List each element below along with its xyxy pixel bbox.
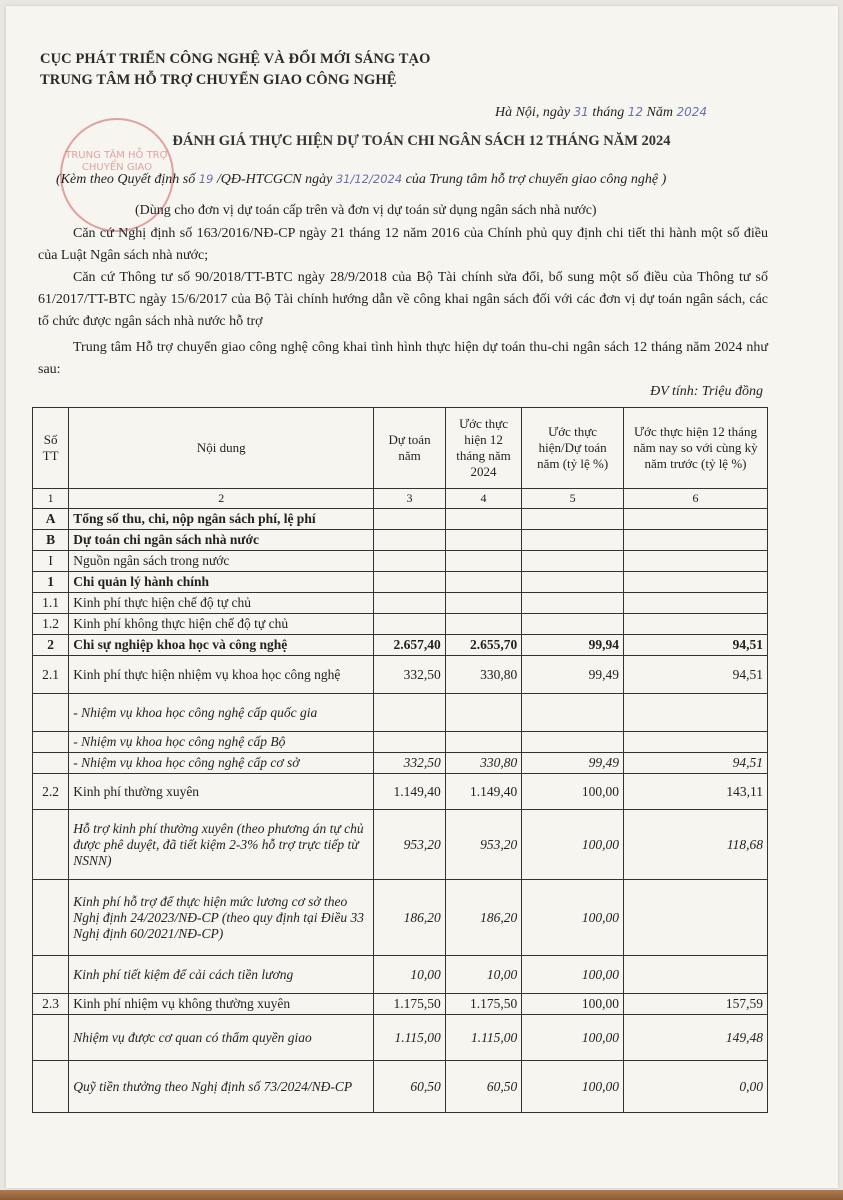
row-content: Kinh phí thực hiện nhiệm vụ khoa học công nghệ bbox=[69, 656, 374, 694]
col-num-2: 2 bbox=[69, 489, 374, 509]
row-estimate bbox=[445, 551, 522, 572]
row-budget bbox=[374, 593, 445, 614]
row-yoy bbox=[623, 593, 767, 614]
row-stt bbox=[33, 956, 69, 994]
date-month-label: tháng bbox=[592, 105, 625, 120]
row-budget: 1.175,50 bbox=[374, 994, 445, 1015]
row-ratio: 100,00 bbox=[522, 774, 624, 810]
row-yoy bbox=[623, 530, 767, 551]
col-num-3: 3 bbox=[374, 489, 445, 509]
row-content: Hỗ trợ kinh phí thường xuyên (theo phương án tự chủ được phê duyệt, đã tiết kiệm 2-3% hỗ trợ trực tiếp từ NSNN) bbox=[69, 810, 374, 880]
row-yoy: 94,51 bbox=[623, 656, 767, 694]
row-stt: 1.1 bbox=[33, 593, 69, 614]
row-ratio bbox=[522, 551, 624, 572]
row-stt bbox=[33, 694, 69, 732]
row-budget bbox=[374, 732, 445, 753]
row-content: Kinh phí thường xuyên bbox=[69, 774, 374, 810]
row-yoy: 157,59 bbox=[623, 994, 767, 1015]
row-estimate: 953,20 bbox=[445, 810, 522, 880]
row-budget bbox=[374, 614, 445, 635]
col-num-5: 5 bbox=[522, 489, 624, 509]
col-num-6: 6 bbox=[623, 489, 767, 509]
row-stt bbox=[33, 810, 69, 880]
row-stt bbox=[33, 880, 69, 956]
row-estimate: 1.175,50 bbox=[445, 994, 522, 1015]
table-row bbox=[33, 732, 768, 753]
row-budget: 1.149,40 bbox=[374, 774, 445, 810]
row-content: Nguồn ngân sách trong nước bbox=[69, 551, 374, 572]
row-yoy: 118,68 bbox=[623, 810, 767, 880]
decision-date: 31/12/2024 bbox=[335, 172, 403, 186]
row-estimate bbox=[445, 572, 522, 593]
page-bottom-edge bbox=[0, 1190, 843, 1200]
row-stt bbox=[33, 732, 69, 753]
row-budget bbox=[374, 572, 445, 593]
row-content: Chi sự nghiệp khoa học và công nghệ bbox=[69, 635, 374, 656]
row-stt: I bbox=[33, 551, 69, 572]
table-row bbox=[33, 551, 768, 572]
row-content: Kinh phí hỗ trợ để thực hiện mức lương cơ sở theo Nghị định 24/2023/NĐ-CP (theo quy định tại Điều 33 Nghị định 60/2021/NĐ-CP) bbox=[69, 880, 374, 956]
row-yoy bbox=[623, 572, 767, 593]
header-content: Nội dung bbox=[69, 408, 374, 489]
stamp-text: TRUNG TÂM HỖ TRỢ CHUYỂN GIAO bbox=[65, 150, 169, 173]
table-row bbox=[33, 880, 768, 956]
row-ratio: 99,94 bbox=[522, 635, 624, 656]
row-stt: B bbox=[33, 530, 69, 551]
table-row bbox=[33, 774, 768, 810]
row-estimate bbox=[445, 593, 522, 614]
row-estimate bbox=[445, 694, 522, 732]
header-estimate: Ước thực hiện 12 tháng năm 2024 bbox=[445, 408, 522, 489]
decision-suffix: của Trung tâm hỗ trợ chuyển giao công nghệ ) bbox=[405, 172, 667, 187]
row-content: Quỹ tiền thưởng theo Nghị định số 73/2024/NĐ-CP bbox=[69, 1061, 374, 1113]
row-estimate bbox=[445, 614, 522, 635]
row-ratio: 100,00 bbox=[522, 1061, 624, 1113]
column-number-row bbox=[33, 489, 768, 509]
row-yoy: 149,48 bbox=[623, 1015, 767, 1061]
row-content: - Nhiệm vụ khoa học công nghệ cấp Bộ bbox=[69, 732, 374, 753]
table-row bbox=[33, 614, 768, 635]
agency-line-2: TRUNG TÂM HỖ TRỢ CHUYỂN GIAO CÔNG NGHỆ bbox=[40, 72, 397, 88]
row-stt: 1 bbox=[33, 572, 69, 593]
row-estimate: 1.115,00 bbox=[445, 1015, 522, 1061]
table-row bbox=[33, 810, 768, 880]
row-stt: 2.3 bbox=[33, 994, 69, 1015]
table-row bbox=[33, 694, 768, 732]
col-num-4: 4 bbox=[445, 489, 522, 509]
date-prefix: Hà Nội, ngày bbox=[494, 105, 571, 120]
agency-line-1: CỤC PHÁT TRIỂN CÔNG NGHỆ VÀ ĐỔI MỚI SÁNG TẠO bbox=[40, 51, 431, 67]
header-yoy: Ước thực hiện 12 tháng năm nay so với cùng kỳ năm trước (tỷ lệ %) bbox=[623, 408, 767, 489]
decision-prefix: (Kèm theo Quyết định số bbox=[56, 172, 196, 187]
table-row bbox=[33, 1061, 768, 1113]
row-ratio: 99,49 bbox=[522, 656, 624, 694]
row-budget: 10,00 bbox=[374, 956, 445, 994]
row-ratio: 100,00 bbox=[522, 810, 624, 880]
row-stt bbox=[33, 1015, 69, 1061]
row-content: Kinh phí không thực hiện chế độ tự chủ bbox=[69, 614, 374, 635]
row-ratio bbox=[522, 572, 624, 593]
row-budget bbox=[374, 530, 445, 551]
table-row bbox=[33, 530, 768, 551]
table-row bbox=[33, 572, 768, 593]
row-yoy: 94,51 bbox=[623, 635, 767, 656]
row-estimate: 60,50 bbox=[445, 1061, 522, 1113]
row-ratio bbox=[522, 694, 624, 732]
row-estimate: 330,80 bbox=[445, 656, 522, 694]
row-yoy: 94,51 bbox=[623, 753, 767, 774]
row-ratio: 99,49 bbox=[522, 753, 624, 774]
row-ratio: 100,00 bbox=[522, 994, 624, 1015]
decision-mid: /QĐ-HTCGCN ngày bbox=[216, 172, 333, 187]
row-yoy bbox=[623, 509, 767, 530]
date-year: 2024 bbox=[676, 105, 707, 119]
table-row bbox=[33, 656, 768, 694]
header-budget: Dự toán năm bbox=[374, 408, 445, 489]
row-budget: 953,20 bbox=[374, 810, 445, 880]
table-row bbox=[33, 635, 768, 656]
row-content: Kinh phí nhiệm vụ không thường xuyên bbox=[69, 994, 374, 1015]
row-yoy bbox=[623, 732, 767, 753]
header-ratio: Ước thực hiện/Dự toán năm (tỷ lệ %) bbox=[522, 408, 624, 489]
row-yoy: 143,11 bbox=[623, 774, 767, 810]
table-header-row bbox=[33, 408, 768, 489]
date-day: 31 bbox=[573, 105, 589, 119]
row-estimate: 2.655,70 bbox=[445, 635, 522, 656]
budget-table bbox=[32, 407, 768, 1113]
dateline bbox=[495, 105, 707, 121]
table-row bbox=[33, 753, 768, 774]
row-estimate: 186,20 bbox=[445, 880, 522, 956]
document-title: ĐÁNH GIÁ THỰC HIỆN DỰ TOÁN CHI NGÂN SÁCH 12 THÁNG NĂM 2024 bbox=[172, 133, 671, 149]
date-month: 12 bbox=[627, 105, 643, 119]
row-content: Nhiệm vụ được cơ quan có thẩm quyền giao bbox=[69, 1015, 374, 1061]
date-year-label: Năm bbox=[646, 105, 673, 120]
row-content: Chi quản lý hành chính bbox=[69, 572, 374, 593]
row-content: Kinh phí tiết kiệm để cải cách tiền lương bbox=[69, 956, 374, 994]
intro-paragraph: Trung tâm Hỗ trợ chuyển giao công nghệ công khai tình hình thực hiện dự toán thu-chi ngân sách 12 tháng năm 2024 như sau: bbox=[38, 340, 768, 377]
row-estimate: 330,80 bbox=[445, 753, 522, 774]
row-stt: 2.2 bbox=[33, 774, 69, 810]
row-budget bbox=[374, 551, 445, 572]
row-budget bbox=[374, 509, 445, 530]
row-yoy bbox=[623, 614, 767, 635]
row-ratio bbox=[522, 614, 624, 635]
row-stt bbox=[33, 753, 69, 774]
row-ratio: 100,00 bbox=[522, 880, 624, 956]
row-budget: 60,50 bbox=[374, 1061, 445, 1113]
row-ratio bbox=[522, 509, 624, 530]
row-content: Kinh phí thực hiện chế độ tự chủ bbox=[69, 593, 374, 614]
row-budget: 186,20 bbox=[374, 880, 445, 956]
row-estimate bbox=[445, 732, 522, 753]
header-stt: Số TT bbox=[33, 408, 69, 489]
row-yoy bbox=[623, 956, 767, 994]
row-estimate bbox=[445, 530, 522, 551]
row-ratio: 100,00 bbox=[522, 956, 624, 994]
row-estimate: 10,00 bbox=[445, 956, 522, 994]
row-content: Dự toán chi ngân sách nhà nước bbox=[69, 530, 374, 551]
row-stt: A bbox=[33, 509, 69, 530]
row-ratio: 100,00 bbox=[522, 1015, 624, 1061]
legal-basis-2: Căn cứ Thông tư số 90/2018/TT-BTC ngày 28/9/2018 của Bộ Tài chính sửa đổi, bổ sung một số điều của Thông tư số 61/2017/TT-BTC ngày 15/6/2017 của Bộ Tài chính hướng dẫn về công khai ngân sách đối với các đơn vị dự toán ngân sách, các tổ chức được ngân sách nhà nước hỗ trợ bbox=[38, 270, 768, 329]
row-budget: 2.657,40 bbox=[374, 635, 445, 656]
row-stt bbox=[33, 1061, 69, 1113]
row-stt: 2 bbox=[33, 635, 69, 656]
col-num-1: 1 bbox=[33, 489, 69, 509]
row-budget bbox=[374, 694, 445, 732]
table-row bbox=[33, 509, 768, 530]
row-ratio bbox=[522, 593, 624, 614]
table-row bbox=[33, 1015, 768, 1061]
row-content: - Nhiệm vụ khoa học công nghệ cấp quốc gia bbox=[69, 694, 374, 732]
legal-basis-1: Căn cứ Nghị định số 163/2016/NĐ-CP ngày 21 tháng 12 năm 2016 của Chính phủ quy định chi tiết thi hành một số điều của Luật Ngân sách nhà nước; bbox=[38, 226, 768, 263]
row-budget: 332,50 bbox=[374, 753, 445, 774]
row-budget: 1.115,00 bbox=[374, 1015, 445, 1061]
row-ratio bbox=[522, 732, 624, 753]
decision-reference bbox=[56, 172, 666, 188]
row-estimate: 1.149,40 bbox=[445, 774, 522, 810]
decision-number: 19 bbox=[198, 172, 214, 186]
scope-note: (Dùng cho đơn vị dự toán cấp trên và đơn vị dự toán sử dụng ngân sách nhà nước) bbox=[135, 203, 597, 218]
row-stt: 2.1 bbox=[33, 656, 69, 694]
row-yoy: 0,00 bbox=[623, 1061, 767, 1113]
table-row bbox=[33, 994, 768, 1015]
row-yoy bbox=[623, 694, 767, 732]
row-stt: 1.2 bbox=[33, 614, 69, 635]
row-yoy bbox=[623, 551, 767, 572]
row-yoy bbox=[623, 880, 767, 956]
table-row bbox=[33, 956, 768, 994]
row-estimate bbox=[445, 509, 522, 530]
row-content: - Nhiệm vụ khoa học công nghệ cấp cơ sở bbox=[69, 753, 374, 774]
row-budget: 332,50 bbox=[374, 656, 445, 694]
row-content: Tổng số thu, chi, nộp ngân sách phí, lệ phí bbox=[69, 509, 374, 530]
unit-label: ĐV tính: Triệu đồng bbox=[650, 384, 763, 399]
table-row bbox=[33, 593, 768, 614]
row-ratio bbox=[522, 530, 624, 551]
